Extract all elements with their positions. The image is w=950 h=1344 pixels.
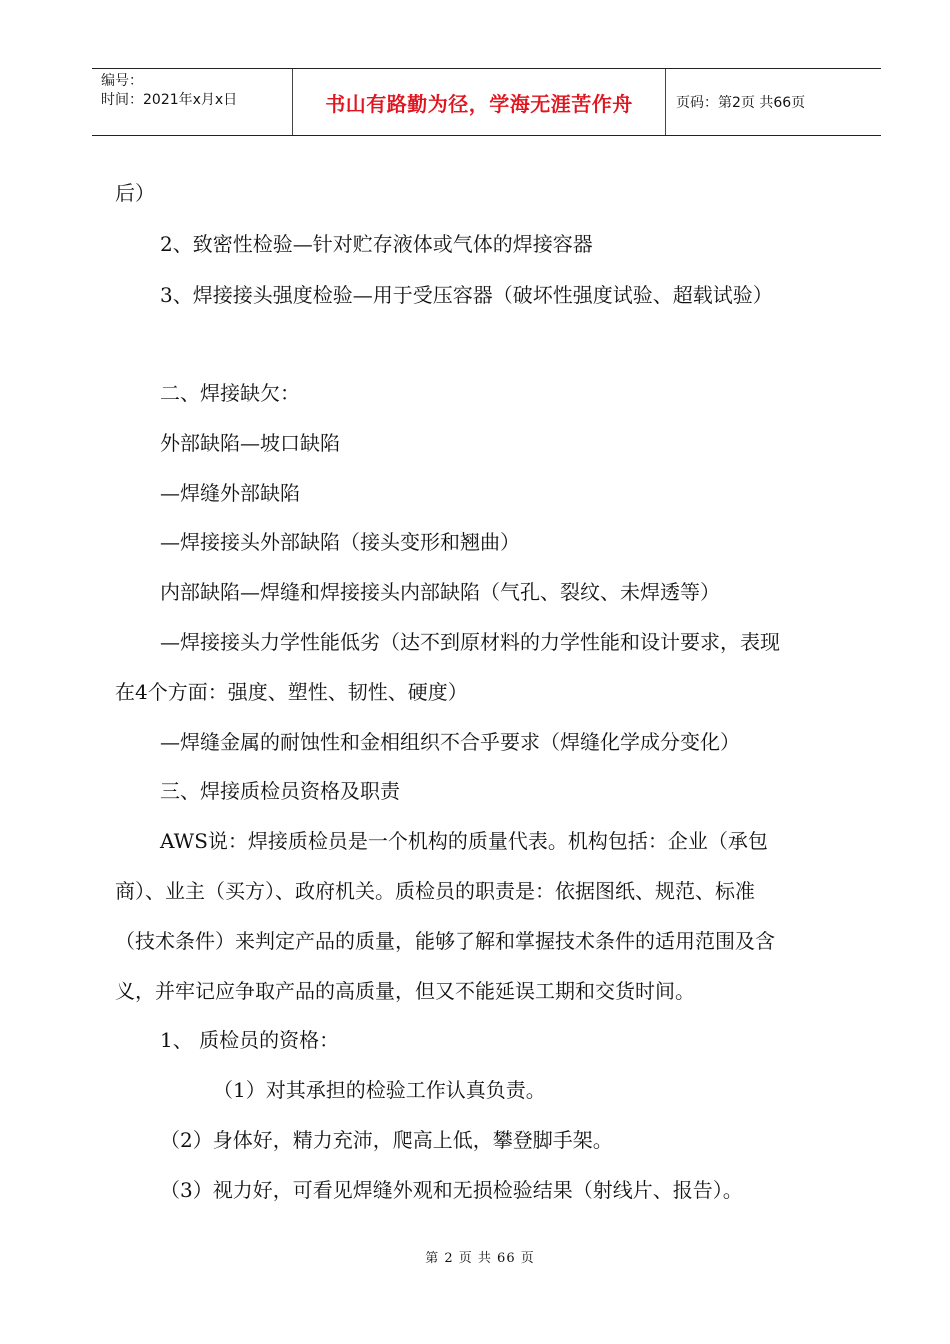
- paragraph-line: —焊缝外部缺陷: [160, 481, 300, 505]
- paragraph-line: —焊接接头外部缺陷（接头变形和翘曲）: [160, 530, 520, 554]
- subsection-heading: 1、 质检员的资格：: [160, 1028, 340, 1052]
- paragraph-line: 义，并牢记应争取产品的高质量，但又不能延误工期和交货时间。: [115, 979, 695, 1003]
- document-time-label: 时间：2021年x月x日: [101, 92, 238, 108]
- list-item: （3）视力好，可看见焊缝外观和无损检验结果（射线片、报告）。: [160, 1178, 743, 1202]
- list-item: （2）身体好，精力充沛，爬高上低，攀登脚手架。: [160, 1128, 613, 1152]
- paragraph-line: —焊接接头力学性能低劣（达不到原材料的力学性能和设计要求，表现: [160, 630, 780, 654]
- paragraph-line: 2、致密性检验—针对贮存液体或气体的焊接容器: [160, 232, 593, 256]
- page-footer: 第 2 页 共 66 页: [425, 1251, 535, 1266]
- section-heading: 三、焊接质检员资格及职责: [160, 779, 400, 803]
- paragraph-line: —焊缝金属的耐蚀性和金相组织不合乎要求（焊缝化学成分变化）: [160, 730, 740, 754]
- paragraph-line: 3、焊接接头强度检验—用于受压容器（破坏性强度试验、超载试验）: [160, 283, 773, 307]
- paragraph-line: 后）: [115, 181, 155, 205]
- paragraph-line: 内部缺陷—焊缝和焊接接头内部缺陷（气孔、裂纹、未焊透等）: [160, 580, 720, 604]
- header-meta-cell: [92, 69, 293, 135]
- header-motto: 书山有路勤为径，学海无涯苦作舟: [293, 69, 666, 135]
- paragraph-line: 外部缺陷—坡口缺陷: [160, 431, 340, 455]
- document-number-label: 编号：: [101, 73, 143, 89]
- list-item: （1）对其承担的检验工作认真负责。: [213, 1078, 546, 1102]
- section-heading: 二、焊接缺欠：: [160, 381, 300, 405]
- header-page-info: 页码：第2页 共66页: [676, 95, 806, 111]
- paragraph-line: AWS说：焊接质检员是一个机构的质量代表。机构包括：企业（承包: [160, 829, 768, 853]
- paragraph-line: （技术条件）来判定产品的质量，能够了解和掌握技术条件的适用范围及含: [115, 929, 775, 953]
- page-header: [92, 68, 881, 136]
- paragraph-line: 商）、业主（买方）、政府机关。质检员的职责是：依据图纸、规范、标准: [115, 879, 755, 903]
- paragraph-line: 在4个方面：强度、塑性、韧性、硬度）: [115, 680, 468, 704]
